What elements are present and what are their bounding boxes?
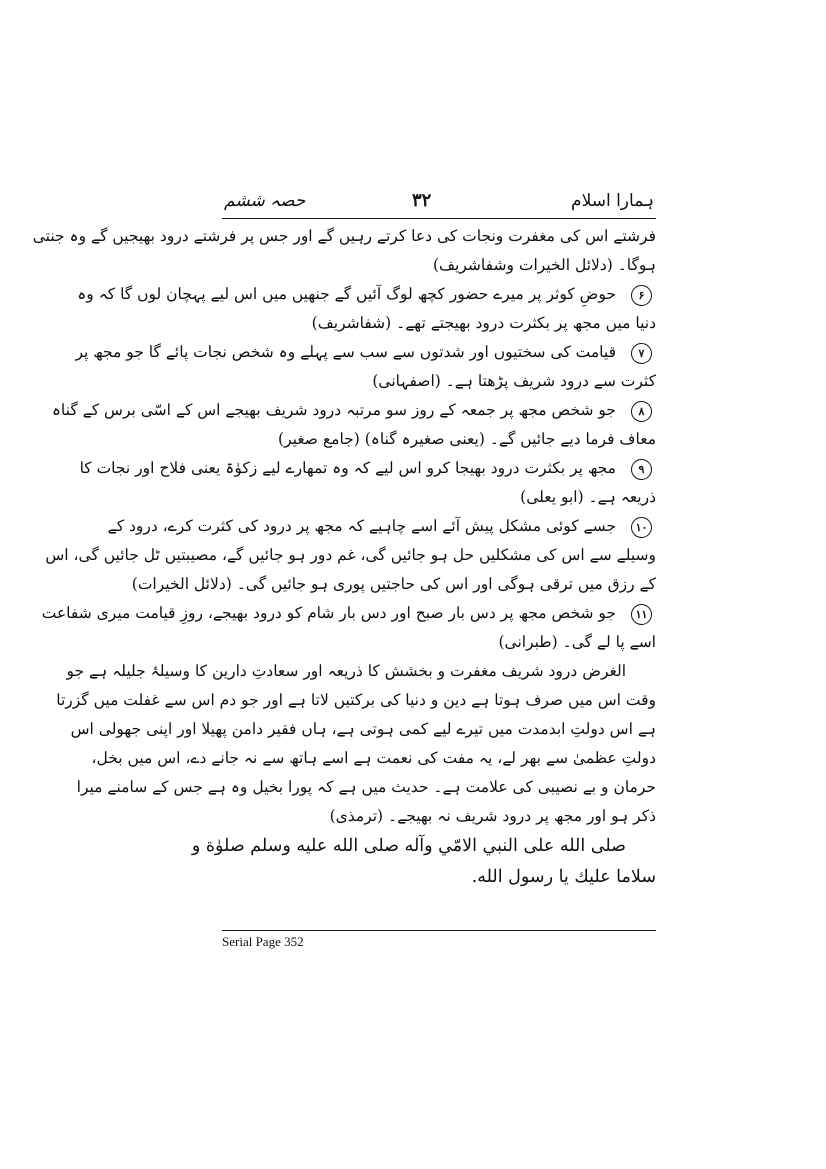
paragraph-line: دولتِ عظمیٰ سے بھر لے، یہ مفت کی نعمت ہے اسے ہاتھ سے نہ جانے دے، اس میں بخل، [91,749,656,767]
text-line: معاف فرما دیے جائیں گے۔ (یعنی صغیرہ گناہ) (جامع صغیر) [278,430,656,448]
list-item-9 [79,454,656,483]
list-item-10 [107,512,656,541]
book-page [32,188,656,988]
item-text: جو شخص مجھ پر دس بار صبح اور دس بار شام کو درود بھیجے، روزِ قیامت میری شفاعت [41,604,616,622]
header-rule [222,218,656,219]
item-number-badge: ۹ [631,459,652,480]
list-item-8 [51,396,656,425]
header-page-number: ۳۲ [412,190,432,211]
item-text: قیامت کی سختیوں اور شدتوں سے سب سے پہلے وہ شخص نجات پائے گا جو مجھ پر [75,343,616,361]
paragraph-line: الغرض درود شریف مغفرت و بخشش کا ذریعہ اور سعادتِ دارین کا وسیلۂ جلیلہ ہے جو [66,662,626,680]
text-line: وسیلے سے اس کی مشکلیں حل ہو جائیں گی، غم دور ہو جائیں گے، مصیبتیں ٹل جائیں گی، اس [45,546,656,564]
item-text: جسے کوئی مشکل پیش آئے اسے چاہیے کہ مجھ پر درود کی کثرت کرے، درود کے [107,517,616,535]
text-line: ذریعہ ہے۔ (ابو یعلی) [520,488,656,506]
text-line: فرشتے اس کی مغفرت ونجات کی دعا کرتے رہیں گے اور جس پر فرشتے درود بھیجیں گے وہ جنتی [32,227,656,245]
serial-page-footer: Serial Page 352 [222,934,304,949]
list-item-6 [77,280,656,309]
item-number-badge: ۱۰ [631,517,652,538]
item-number-badge: ۸ [631,401,652,422]
text-line: اسے پا لے گی۔ (طبرانی) [498,633,656,651]
paragraph-line: حرمان و بے نصیبی کی علامت ہے۔ حدیث میں ہے کہ پورا بخیل وہ ہے جس کے سامنے میرا [76,778,656,796]
footer-rule [222,930,656,931]
text-line: کے رزق میں ترقی ہوگی اور اس کی حاجتیں پوری ہو جائیں گی۔ (دلائل الخیرات) [131,575,656,593]
paragraph-line: ہے اس دولتِ ابدمدت میں تیرے لیے کمی ہوتی ہے، ہاں فقیر دامن پھیلا اور اپنی جھولی اس [70,720,656,738]
item-text: مجھ پر بکثرت درود بھیجا کرو اس لیے کہ وہ تمھارے لیے زکوٰۃ یعنی فلاح اور نجات کا [79,459,616,477]
list-item-11 [41,599,656,628]
arabic-salutation-line: سلاما عليك يا رسول الله. [471,867,656,887]
text-line: کثرت سے درود شریف پڑھتا ہے۔ (اصفہانی) [372,372,656,390]
arabic-salutation-line: صلى الله على النبي الامّي وآله صلى الله عليه وسلم صلوٰة و [191,836,626,856]
item-text: جو شخص مجھ پر جمعہ کے روز سو مرتبہ درود شریف بھیجے اس کے اسّی برس کے گناہ [51,401,616,419]
text-line: دنیا میں مجھ پر بکثرت درود بھیجتے تھے۔ (شفاشریف) [311,314,656,332]
running-header [222,188,656,216]
header-section-label: حصہ ششم [224,191,306,211]
item-number-badge: ۶ [631,285,652,306]
header-book-title: ہمارا اسلام [571,191,654,211]
paragraph-line: ذکر ہو اور مجھ پر درود شریف نہ بھیجے۔ (ترمذی) [329,807,656,825]
list-item-7 [75,338,656,367]
item-text: حوضِ کوثر پر میرے حضور کچھ لوگ آئیں گے جنھیں میں اس لیے پہچان لوں گا کہ وہ [77,285,616,303]
item-number-badge: ۷ [631,343,652,364]
paragraph-line: وقت اس میں صرف ہوتا ہے دین و دنیا کی برکتیں لاتا ہے اور جو دم اس سے غفلت میں گزرتا [56,691,656,709]
text-line: ہوگا۔ (دلائل الخیرات وشفاشریف) [432,256,656,274]
item-number-badge: ۱۱ [631,604,652,625]
page-body [32,222,656,893]
